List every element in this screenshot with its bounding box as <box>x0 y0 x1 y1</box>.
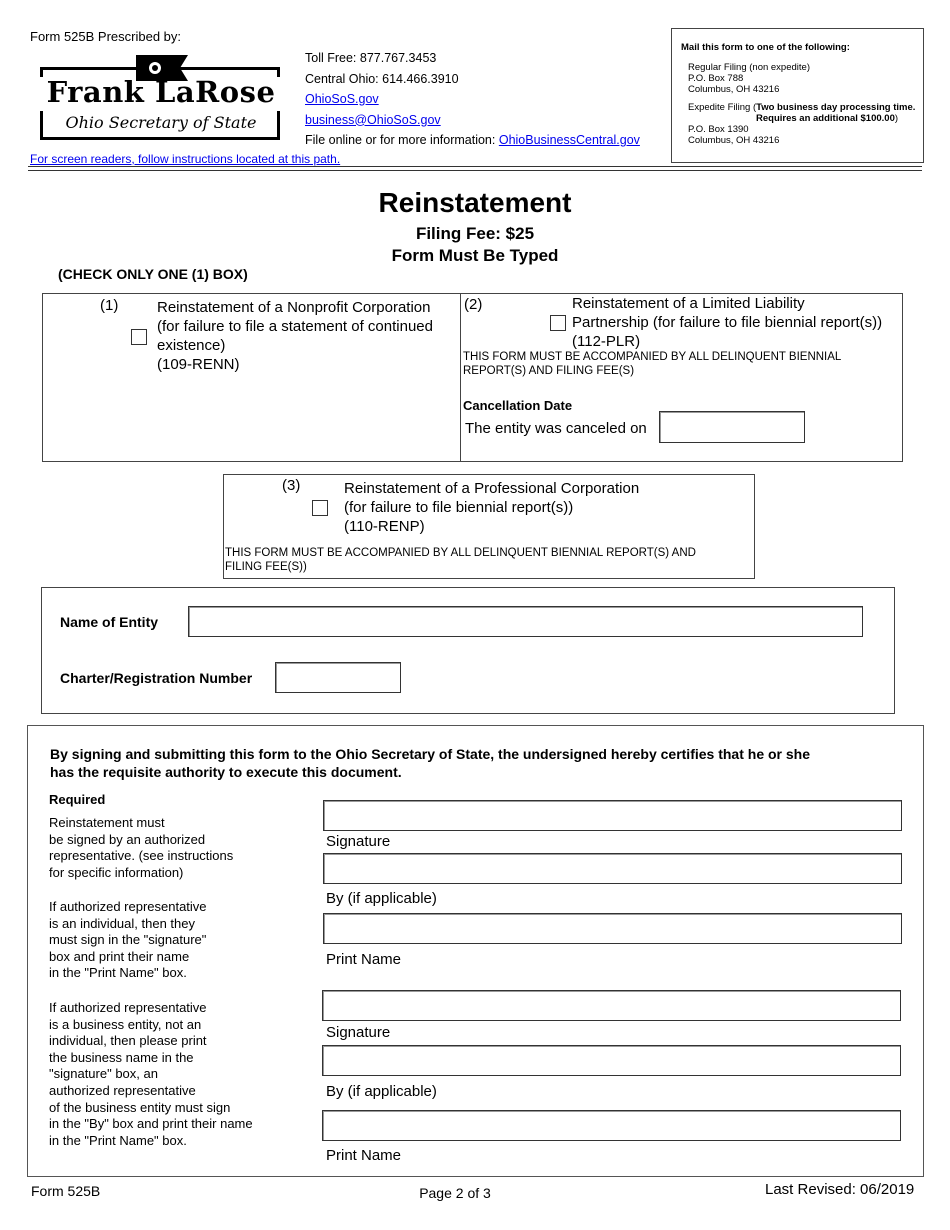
regular-filing-label: Regular Filing (non expedite) <box>688 62 810 73</box>
expedite-processing: Two business day processing time. <box>756 102 916 113</box>
option-1-box <box>42 293 462 462</box>
check-one-instruction: (CHECK ONLY ONE (1) BOX) <box>58 266 248 282</box>
option-3-line1: Reinstatement of a Professional Corporation <box>344 480 640 497</box>
entity-name-input[interactable] <box>188 606 863 637</box>
expedite-fee: Requires an additional $100.00 <box>756 113 895 124</box>
option-3-notice-line1: THIS FORM MUST BE ACCOMPANIED BY ALL DELINQUENT BIENNIAL REPORT(S) AND <box>225 547 696 559</box>
expedite-close: ) <box>894 113 899 124</box>
file-online-text: File online or for more information: <box>305 133 499 147</box>
para1-line: representative. (see instructions <box>49 848 234 864</box>
print-name-label-1: Print Name <box>326 951 402 968</box>
footer-page-number: Page 2 of 3 <box>419 1185 491 1201</box>
screen-reader-link[interactable]: For screen readers, follow instructions located at this path. <box>30 152 341 166</box>
para3-line: of the business entity must sign <box>49 1099 231 1115</box>
option-2-notice-line1: THIS FORM MUST BE ACCOMPANIED BY ALL DELINQUENT BIENNIAL <box>463 351 842 363</box>
expedite-city: Columbus, OH 43216 <box>688 135 780 146</box>
para3-line: If authorized representative <box>49 1000 207 1015</box>
option-2-label <box>572 294 882 351</box>
option-3-box <box>223 474 755 579</box>
option-3-checkbox[interactable] <box>312 500 328 516</box>
signature-section <box>27 725 924 1177</box>
certification-line1: By signing and submitting this form to the Ohio Secretary of State, the undersigned hereby certifies that he or she <box>50 746 811 762</box>
entity-info-box <box>41 587 895 714</box>
option-1-line2: (for failure to file a statement of continued <box>157 318 433 335</box>
para3-line: in the "By" box and print their name <box>49 1116 253 1132</box>
prescribed-by-text: Form 525B Prescribed by: <box>30 29 182 44</box>
option-3-line2: (for failure to file biennial report(s)) <box>344 499 574 516</box>
option-2-line1: Reinstatement of a Limited Liability <box>572 295 805 312</box>
para3-line: the business name in the <box>49 1049 194 1065</box>
option-2-checkbox[interactable] <box>550 315 566 331</box>
option-2-box <box>460 293 903 462</box>
para3-line: in the "Print Name" box. <box>49 1132 187 1148</box>
option-1-number: (1) <box>100 297 119 314</box>
para2-line: in the "Print Name" box. <box>49 965 187 981</box>
contact-info <box>305 48 640 151</box>
signature-label-2: Signature <box>326 1024 391 1041</box>
by-label-1: By (if applicable) <box>326 890 437 907</box>
regular-po-box: P.O. Box 788 <box>688 73 744 84</box>
by-input-2[interactable] <box>322 1045 901 1076</box>
by-label-2: By (if applicable) <box>326 1083 437 1100</box>
option-1-label <box>157 298 433 374</box>
entity-name-label: Name of Entity <box>60 614 159 630</box>
print-name-input-2[interactable] <box>322 1110 901 1141</box>
website-link[interactable]: OhioSoS.gov <box>305 92 379 106</box>
expedite-label: Expedite Filing ( <box>688 102 757 113</box>
print-name-input-1[interactable] <box>323 913 902 944</box>
option-3-code: (110-RENP) <box>344 518 425 535</box>
para3-line: individual, then please print <box>49 1033 207 1049</box>
expedite-po-box: P.O. Box 1390 <box>688 124 749 135</box>
regular-filing-info <box>688 62 810 95</box>
para2-line: must sign in the "signature" <box>49 932 207 948</box>
cancellation-date-heading: Cancellation Date <box>463 398 573 413</box>
option-1-line3: existence) <box>157 337 226 354</box>
cancellation-date-label: The entity was canceled on <box>465 420 647 437</box>
para1-line: for specific information) <box>49 864 184 880</box>
header-divider-top <box>28 166 922 167</box>
certification-text <box>50 745 920 781</box>
instructions-paragraph-1 <box>49 815 233 881</box>
email-link[interactable]: business@OhioSoS.gov <box>305 112 441 127</box>
para1-line: Reinstatement must <box>49 815 165 830</box>
logo-name: Frank LaRose <box>46 75 276 109</box>
central-ohio-text: Central Ohio: 614.466.3910 <box>305 71 459 86</box>
option-3-number: (3) <box>282 477 301 494</box>
mail-instructions-box <box>671 28 924 163</box>
para2-line: box and print their name <box>49 948 190 964</box>
filing-fee: Filing Fee: $25 <box>415 224 535 243</box>
certification-line2: has the requisite authority to execute this document. <box>50 764 402 780</box>
sos-logo <box>40 53 282 143</box>
signature-input-2[interactable] <box>322 990 901 1021</box>
option-3-label <box>344 479 639 536</box>
page-title: Reinstatement <box>378 187 572 218</box>
charter-number-input[interactable] <box>275 662 401 693</box>
option-2-notice <box>463 350 841 378</box>
expedite-filing-info <box>688 102 920 146</box>
regular-city: Columbus, OH 43216 <box>688 84 780 95</box>
para2-line: is an individual, then they <box>49 915 195 931</box>
option-2-code: (112-PLR) <box>572 333 641 350</box>
para2-line: If authorized representative <box>49 899 207 914</box>
form-typed-note: Form Must Be Typed <box>391 246 559 265</box>
option-2-number: (2) <box>464 296 483 313</box>
footer-form-id: Form 525B <box>31 1183 101 1199</box>
option-1-checkbox[interactable] <box>131 329 147 345</box>
option-2-notice-line2: REPORT(S) AND FILING FEE(S) <box>463 365 635 377</box>
logo-subtitle: Ohio Secretary of State <box>65 113 257 132</box>
mail-title: Mail this form to one of the following: <box>681 42 850 53</box>
footer-last-revised: Last Revised: 06/2019 <box>765 1181 915 1198</box>
option-1-line1: Reinstatement of a Nonprofit Corporation <box>157 299 431 316</box>
signature-input-1[interactable] <box>323 800 902 831</box>
business-central-link[interactable]: OhioBusinessCentral.gov <box>498 133 640 147</box>
option-3-notice <box>225 546 696 574</box>
header-divider-bottom <box>28 170 922 171</box>
para3-line: "signature" box, an <box>49 1066 158 1082</box>
para1-line: be signed by an authorized <box>49 831 206 847</box>
print-name-label-2: Print Name <box>326 1147 402 1164</box>
instructions-paragraph-2 <box>49 899 207 982</box>
toll-free-text: Toll Free: 877.767.3453 <box>305 51 437 65</box>
option-2-line2: Partnership (for failure to file biennial report(s)) <box>572 314 883 331</box>
required-heading: Required <box>49 792 106 807</box>
by-input-1[interactable] <box>323 853 902 884</box>
cancellation-date-input[interactable] <box>659 411 805 443</box>
charter-number-label: Charter/Registration Number <box>60 670 253 686</box>
instructions-paragraph-3 <box>49 1000 253 1149</box>
signature-label-1: Signature <box>326 833 391 850</box>
para3-line: is a business entity, not an <box>49 1016 202 1032</box>
para3-line: authorized representative <box>49 1082 196 1098</box>
option-1-code: (109-RENN) <box>157 356 240 373</box>
option-3-notice-line2: FILING FEE(S)) <box>225 561 307 573</box>
